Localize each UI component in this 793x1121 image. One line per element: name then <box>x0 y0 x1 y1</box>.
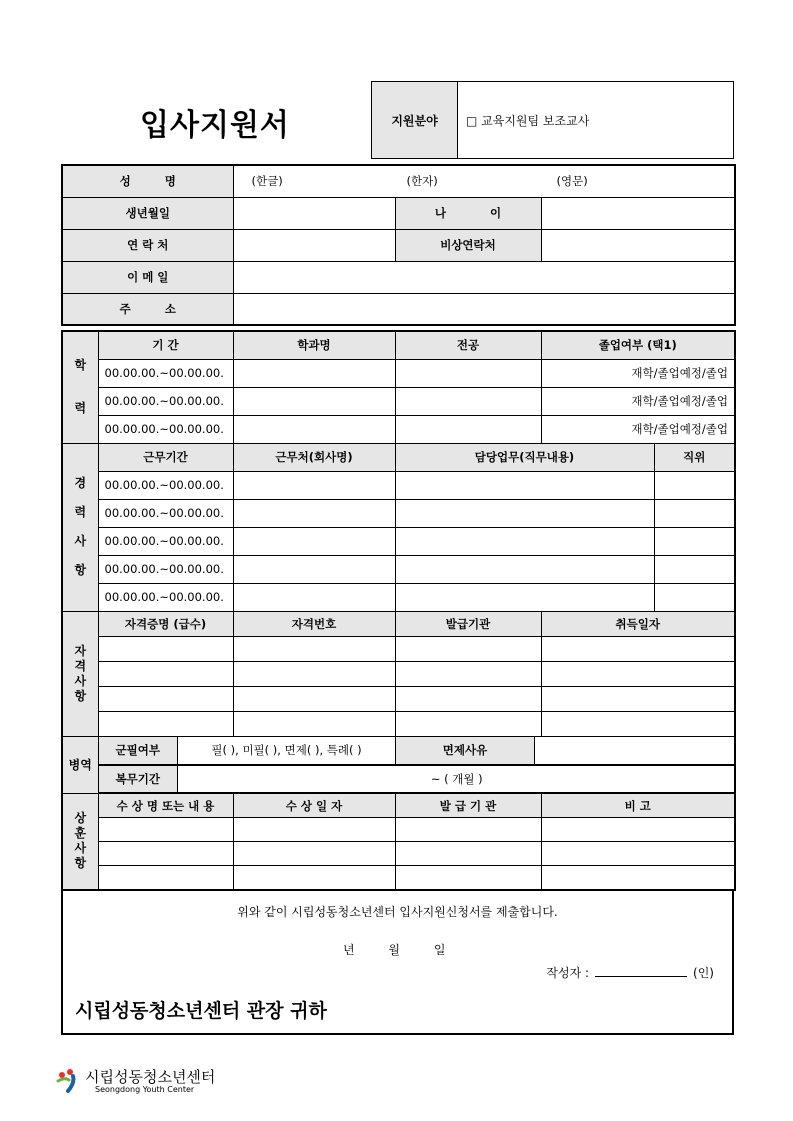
license-cell[interactable] <box>541 661 735 686</box>
awards-cell[interactable] <box>395 842 541 866</box>
license-header-issuer: 발급기관 <box>395 611 541 636</box>
career-header-position: 직위 <box>654 443 735 471</box>
awards-cell[interactable] <box>98 866 233 890</box>
exempt-reason-field[interactable] <box>535 737 736 765</box>
license-cell[interactable] <box>233 711 395 736</box>
emergency-field[interactable] <box>541 229 735 261</box>
edu-period[interactable]: 00.00.00.~00.00.00. <box>98 387 233 415</box>
edu-dept[interactable] <box>233 387 395 415</box>
military-row-1 <box>98 736 735 765</box>
awards-header-note: 비 고 <box>541 794 735 818</box>
awards-side-2: 훈 <box>74 826 87 841</box>
career-duty[interactable] <box>395 527 654 555</box>
career-position[interactable] <box>654 583 735 611</box>
career-position[interactable] <box>654 471 735 499</box>
license-cell[interactable] <box>98 661 233 686</box>
awards-side <box>62 794 98 890</box>
awards-cell[interactable] <box>98 818 233 842</box>
license-cell[interactable] <box>98 711 233 736</box>
edu-status[interactable]: 재학/졸업예정/졸업 <box>541 387 735 415</box>
license-side-2: 격 <box>74 658 87 673</box>
career-header-duty: 담당업무(직무내용) <box>395 443 654 471</box>
edu-header-status: 졸업여부 (택1) <box>541 331 735 359</box>
edu-status[interactable]: 재학/졸업예정/졸업 <box>541 415 735 443</box>
career-position[interactable] <box>654 499 735 527</box>
career-header-period: 근무기간 <box>98 443 233 471</box>
center-logo-icon <box>55 1067 81 1093</box>
license-cell[interactable] <box>541 686 735 711</box>
career-company[interactable] <box>233 471 395 499</box>
education-side <box>62 331 98 443</box>
awards-header-issuer: 발 급 기 관 <box>395 794 541 818</box>
edu-period[interactable]: 00.00.00.~00.00.00. <box>98 415 233 443</box>
birth-label: 생년월일 <box>62 197 233 229</box>
license-cell[interactable] <box>233 661 395 686</box>
edu-status[interactable]: 재학/졸업예정/졸업 <box>541 359 735 387</box>
date-line[interactable]: 년 월 일 <box>343 943 446 957</box>
contact-field[interactable] <box>233 229 395 261</box>
license-side-4: 항 <box>74 688 87 703</box>
awards-header-name: 수 상 명 또는 내 용 <box>98 794 233 818</box>
career-company[interactable] <box>233 499 395 527</box>
military-row-2 <box>98 765 735 794</box>
awards-cell[interactable] <box>541 866 735 890</box>
center-logo <box>55 1066 215 1094</box>
career-side-1: 경 <box>74 476 87 490</box>
personal-info-table <box>61 164 736 326</box>
license-cell[interactable] <box>233 636 395 661</box>
age-field[interactable] <box>541 197 735 229</box>
page-title: 입사지원서 <box>140 108 290 143</box>
author-label: 작성자 : <box>546 966 590 980</box>
name-label: 성 명 <box>62 165 233 197</box>
statement-text: 위와 같이 시립성동청소년센터 입사지원신청서를 제출합니다. <box>237 905 558 919</box>
awards-cell[interactable] <box>98 842 233 866</box>
military-status-field[interactable]: 필( ), 미필( ), 면제( ), 특례( ) <box>178 737 396 765</box>
career-side-3: 사 <box>74 534 87 548</box>
license-cell[interactable] <box>98 636 233 661</box>
contact-label: 연 락 처 <box>62 229 233 261</box>
awards-header-date: 수 상 일 자 <box>233 794 395 818</box>
birth-field[interactable] <box>233 197 395 229</box>
license-cell[interactable] <box>541 636 735 661</box>
edu-header-dept: 학과명 <box>233 331 395 359</box>
career-company[interactable] <box>233 527 395 555</box>
career-period[interactable]: 00.00.00.~00.00.00. <box>98 471 233 499</box>
license-cell[interactable] <box>395 636 541 661</box>
recipient-text: 시립성동청소년센터 관장 귀하 <box>75 1000 327 1022</box>
license-cell[interactable] <box>395 661 541 686</box>
career-side <box>62 443 98 611</box>
author-signature-field[interactable] <box>595 966 687 977</box>
signature-section <box>61 890 734 1035</box>
edu-major[interactable] <box>395 415 541 443</box>
awards-side-4: 항 <box>74 856 87 871</box>
awards-cell[interactable] <box>233 842 395 866</box>
license-cell[interactable] <box>541 711 735 736</box>
edu-dept[interactable] <box>233 359 395 387</box>
career-header-company: 근무처(회사명) <box>233 443 395 471</box>
career-duty[interactable] <box>395 471 654 499</box>
career-duty[interactable] <box>395 583 654 611</box>
license-side-1: 자 <box>74 643 87 658</box>
edu-header-period: 기 간 <box>98 331 233 359</box>
history-table <box>61 330 736 891</box>
career-company[interactable] <box>233 555 395 583</box>
license-cell[interactable] <box>395 686 541 711</box>
age-label: 나 이 <box>395 197 541 229</box>
author-line <box>546 964 714 981</box>
license-header-number: 자격번호 <box>233 611 395 636</box>
career-company[interactable] <box>233 583 395 611</box>
email-label: 이 메 일 <box>62 261 233 293</box>
awards-side-3: 사 <box>74 841 87 856</box>
logo-korean-text: 시립성동청소년센터 <box>85 1068 216 1086</box>
license-side-3: 사 <box>74 673 87 688</box>
military-status-label: 군필여부 <box>99 737 178 765</box>
service-period-field[interactable]: ~ ( 개월 ) <box>178 766 736 793</box>
edu-major[interactable] <box>395 359 541 387</box>
license-side <box>62 611 98 736</box>
career-side-4: 항 <box>74 563 87 577</box>
edu-period[interactable]: 00.00.00.~00.00.00. <box>98 359 233 387</box>
career-period[interactable]: 00.00.00.~00.00.00. <box>98 583 233 611</box>
application-field-box <box>371 81 734 159</box>
awards-cell[interactable] <box>395 866 541 890</box>
awards-cell[interactable] <box>541 818 735 842</box>
education-side-2: 력 <box>74 401 87 416</box>
emergency-label: 비상연락처 <box>395 229 541 261</box>
awards-cell[interactable] <box>541 842 735 866</box>
awards-cell[interactable] <box>395 818 541 842</box>
career-position[interactable] <box>654 527 735 555</box>
exempt-reason-label: 면제사유 <box>396 737 535 765</box>
service-period-label: 복무기간 <box>99 766 178 793</box>
career-period[interactable]: 00.00.00.~00.00.00. <box>98 499 233 527</box>
edu-header-major: 전공 <box>395 331 541 359</box>
awards-cell[interactable] <box>233 866 395 890</box>
education-side-1: 학 <box>74 358 87 373</box>
license-cell[interactable] <box>233 686 395 711</box>
career-period[interactable]: 00.00.00.~00.00.00. <box>98 527 233 555</box>
career-side-2: 력 <box>74 505 87 519</box>
license-header-name: 자격증명 (급수) <box>98 611 233 636</box>
edu-dept[interactable] <box>233 415 395 443</box>
name-kor: (한글) <box>251 174 283 189</box>
awards-side-1: 상 <box>74 811 87 826</box>
email-field[interactable] <box>233 261 735 293</box>
license-cell[interactable] <box>98 686 233 711</box>
address-field[interactable] <box>233 293 735 325</box>
career-duty[interactable] <box>395 555 654 583</box>
edu-major[interactable] <box>395 387 541 415</box>
military-side: 병역 <box>62 736 98 794</box>
application-field-label: 지원분야 <box>372 82 458 158</box>
address-label: 주 소 <box>62 293 233 325</box>
name-eng: (영문) <box>556 174 588 189</box>
career-duty[interactable] <box>395 499 654 527</box>
career-position[interactable] <box>654 555 735 583</box>
seal-mark: (인) <box>693 966 714 980</box>
awards-cell[interactable] <box>233 818 395 842</box>
name-han: (한자) <box>406 174 438 189</box>
name-field[interactable] <box>233 165 735 197</box>
application-field-value[interactable]: □ 교육지원팀 보조교사 <box>466 113 590 128</box>
license-cell[interactable] <box>395 711 541 736</box>
logo-english-text: Seongdong Youth Center <box>95 1085 195 1094</box>
career-period[interactable]: 00.00.00.~00.00.00. <box>98 555 233 583</box>
license-header-date: 취득일자 <box>541 611 735 636</box>
